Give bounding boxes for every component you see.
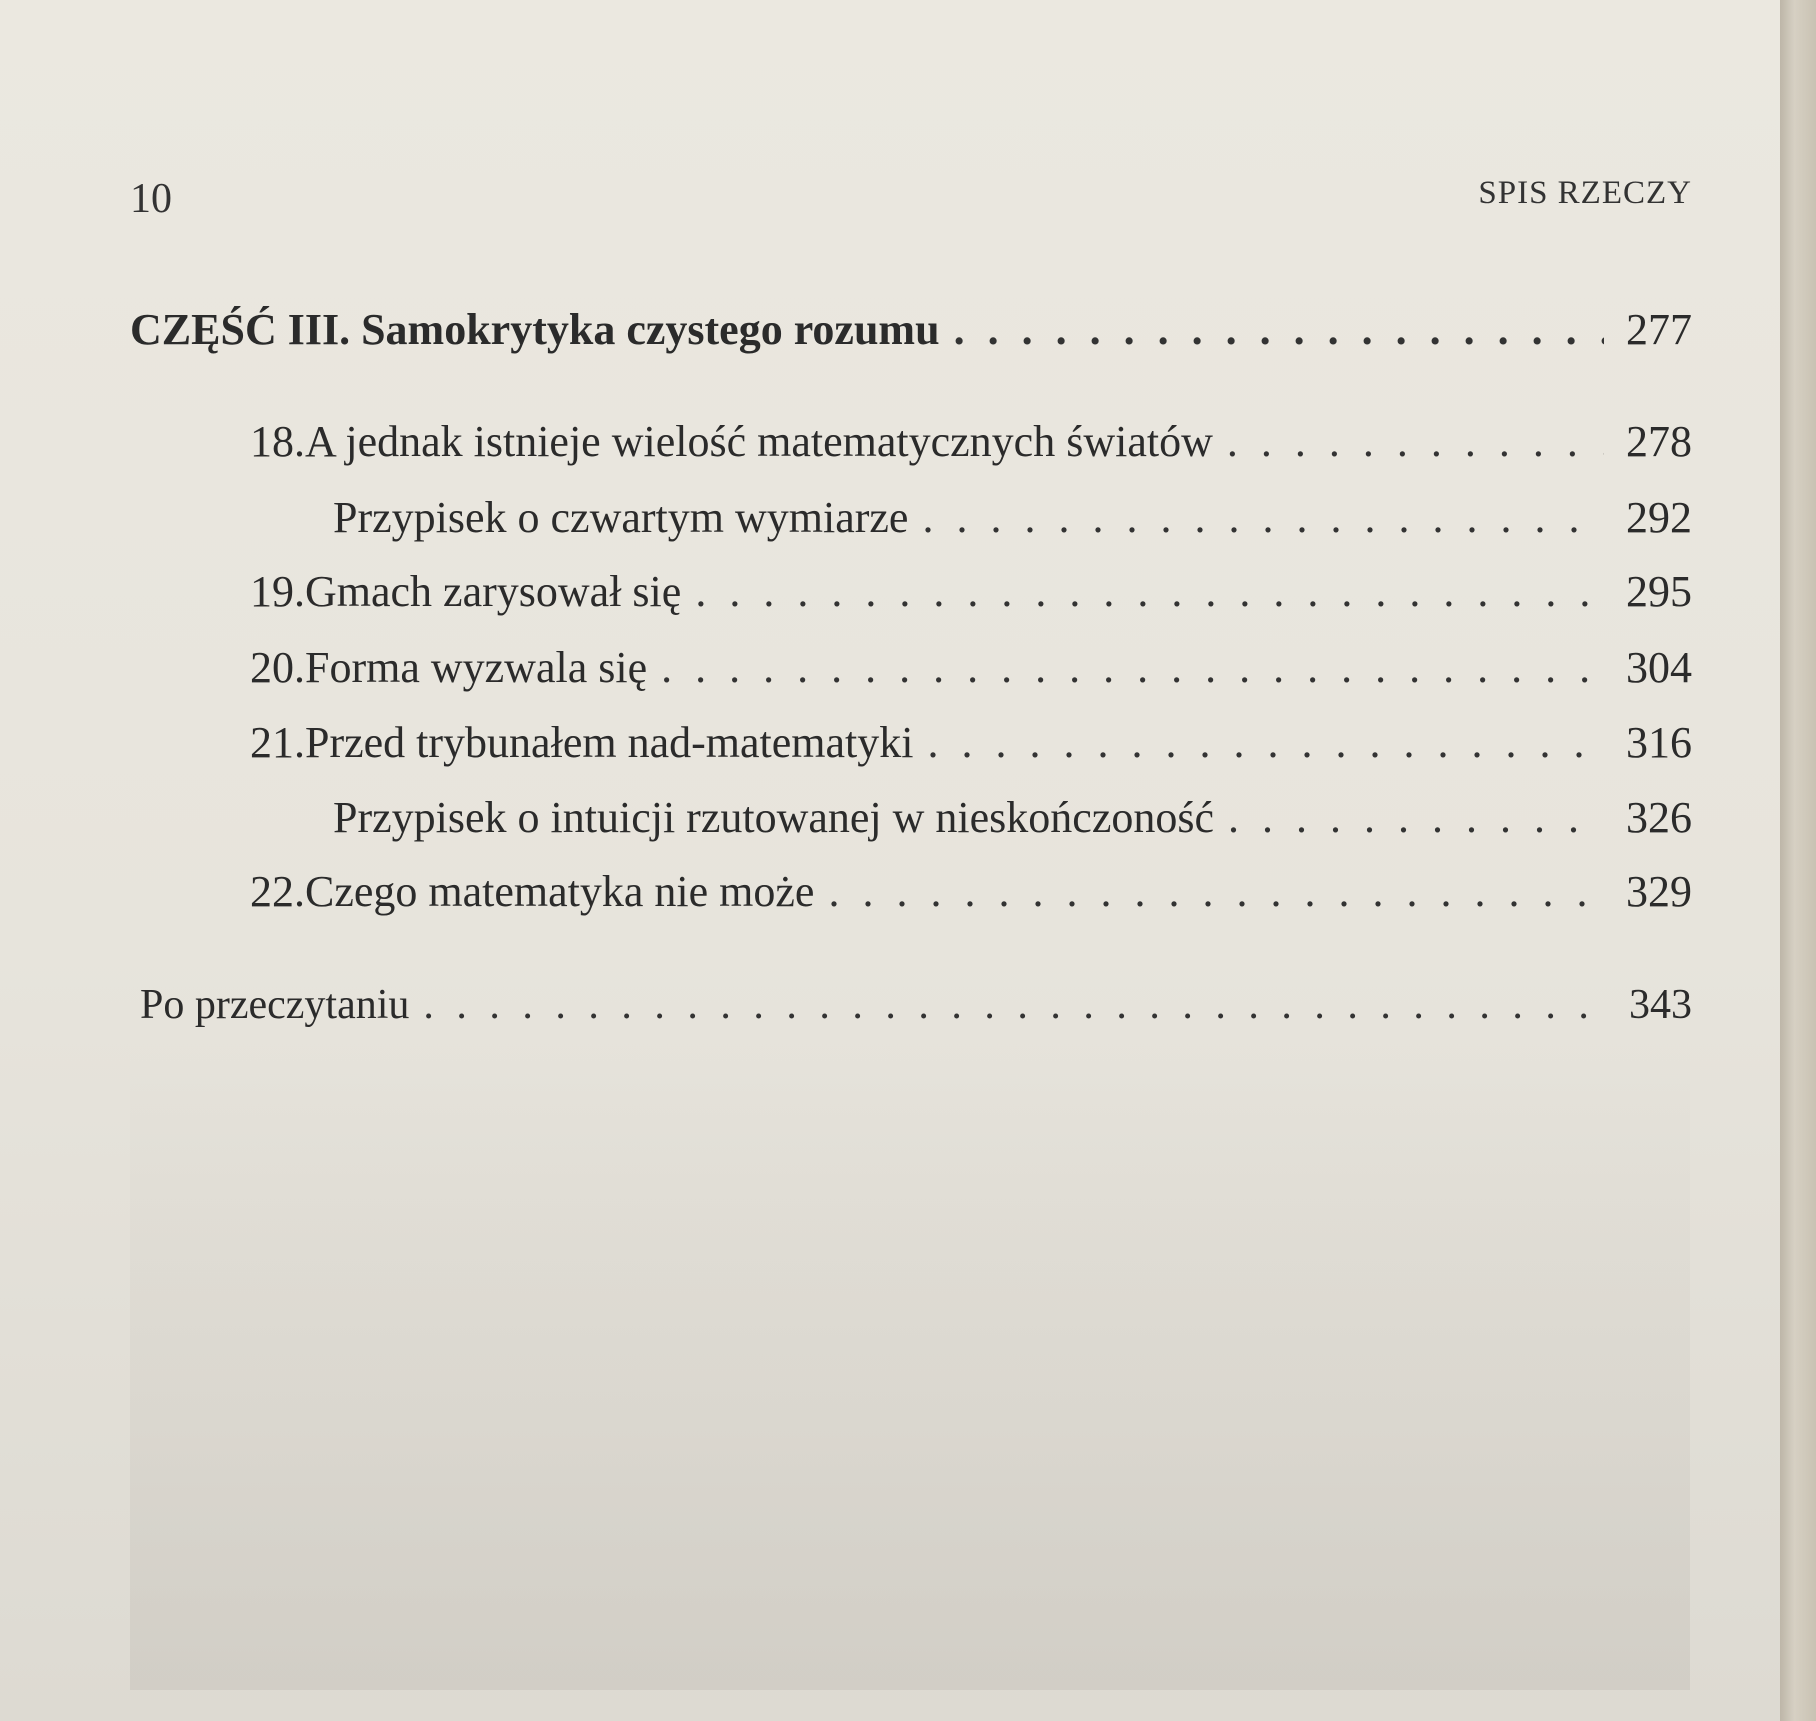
dot-leader xyxy=(828,862,1604,922)
note-title: Przypisek o intuicji rzutowanej w nieskończoność xyxy=(333,793,1215,842)
dot-leader xyxy=(1227,412,1604,472)
toc-entry-22 xyxy=(250,862,1692,922)
running-title: SPIS RZECZY xyxy=(1478,175,1692,211)
toc-entry-18 xyxy=(250,412,1692,472)
chapter-number: 19. xyxy=(250,567,305,616)
bleed-through-shadow xyxy=(130,1050,1690,1690)
dot-leader xyxy=(423,975,1604,1035)
toc-closing-entry xyxy=(140,975,1692,1035)
chapter-title: Przed trybunałem nad-matematyki xyxy=(305,718,914,767)
dot-leader xyxy=(695,562,1604,622)
chapter-page: 278 xyxy=(1626,417,1692,466)
note-title: Przypisek o czwartym wymiarze xyxy=(333,493,909,542)
page-edge xyxy=(1780,0,1816,1721)
toc-entry-21 xyxy=(250,713,1692,773)
chapter-number: 22. xyxy=(250,867,305,916)
chapter-number: 18. xyxy=(250,417,305,466)
part-page: 277 xyxy=(1626,305,1692,354)
dot-leader xyxy=(922,488,1604,548)
closing-title: Po przeczytaniu xyxy=(140,982,410,1028)
dot-leader xyxy=(927,713,1604,773)
toc-entry-19 xyxy=(250,562,1692,622)
toc-part-heading xyxy=(130,300,1692,360)
chapter-number: 21. xyxy=(250,718,305,767)
chapter-page: 295 xyxy=(1626,567,1692,616)
dot-leader xyxy=(661,638,1604,698)
chapter-page: 316 xyxy=(1626,718,1692,767)
closing-page: 343 xyxy=(1629,982,1692,1028)
dot-leader xyxy=(1228,788,1604,848)
chapter-title: Gmach zarysował się xyxy=(305,567,682,616)
page-number: 10 xyxy=(130,176,172,222)
toc-note-intuition xyxy=(333,788,1692,848)
note-page: 292 xyxy=(1626,493,1692,542)
toc-note-fourth-dimension xyxy=(333,488,1692,548)
toc-entry-20 xyxy=(250,638,1692,698)
dot-leader xyxy=(954,300,1604,360)
note-page: 326 xyxy=(1626,793,1692,842)
chapter-page: 329 xyxy=(1626,867,1692,916)
chapter-title: Czego matematyka nie może xyxy=(305,867,815,916)
chapter-title: Forma wyzwala się xyxy=(305,643,648,692)
chapter-title: A jednak istnieje wielość matematycznych światów xyxy=(305,417,1213,466)
chapter-number: 20. xyxy=(250,643,305,692)
part-title: CZĘŚĆ III. Samokrytyka czystego rozumu xyxy=(130,305,940,354)
chapter-page: 304 xyxy=(1626,643,1692,692)
